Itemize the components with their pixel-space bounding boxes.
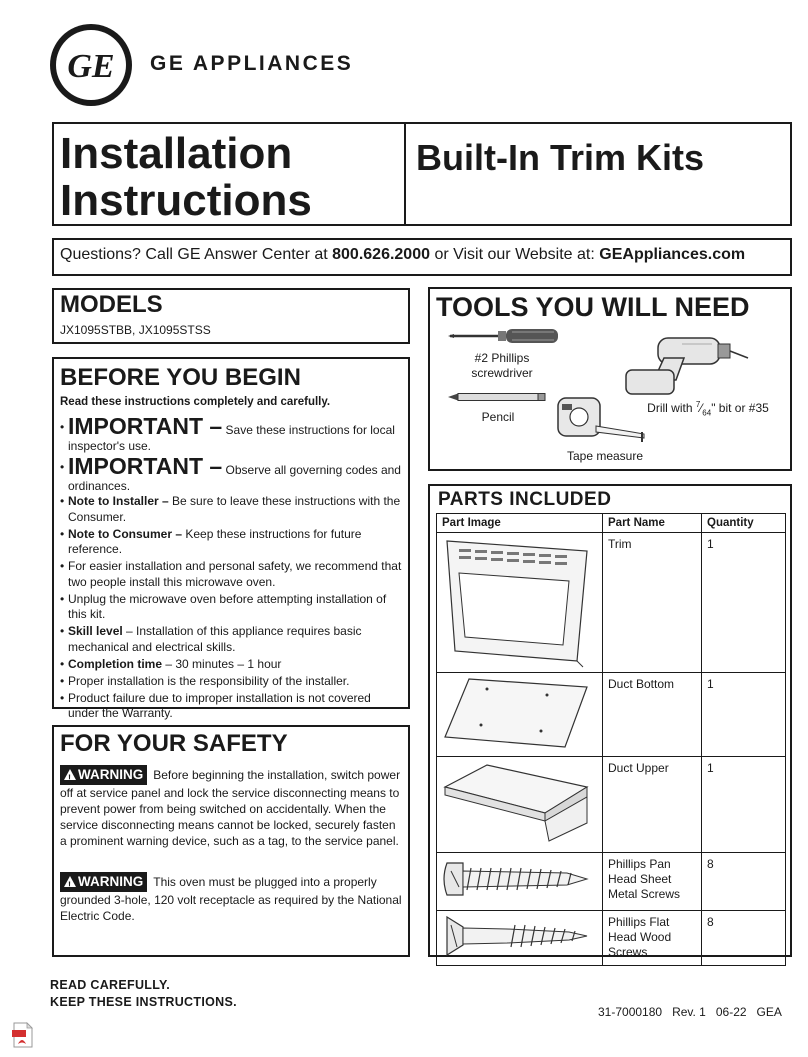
important-word: IMPORTANT – (68, 453, 223, 479)
part-quantity: 8 (702, 853, 786, 911)
part-name: Phillips Pan Head Sheet Metal Screws (603, 853, 702, 911)
list-item: • Product failure due to improper installation is not covered under the Warranty. (60, 691, 404, 722)
drill-label: Drill with $^7⁄_{64}$" bit or #35 (647, 400, 769, 418)
list-item (60, 527, 404, 558)
flat-head-screw-icon (437, 911, 602, 961)
warning-paragraph-1 (60, 765, 404, 849)
footer-line-2: KEEP THESE INSTRUCTIONS. (50, 995, 237, 1009)
questions-prefix: Questions? Call GE Answer Center at (60, 246, 333, 263)
part-quantity: 8 (702, 911, 786, 966)
part-image-cell (437, 757, 603, 853)
title-line-1: Installation (60, 129, 293, 178)
drill-fraction-denominator: 64 (702, 408, 712, 418)
installer-label: Note to Installer – (68, 494, 169, 508)
consumer-text: Keep these instructions for future reference. (68, 526, 362, 556)
consumer-label: Note to Consumer – (68, 526, 183, 541)
before-you-begin-title: BEFORE YOU BEGIN (60, 364, 301, 391)
screwdriver-label (452, 351, 552, 381)
table-row (437, 757, 786, 853)
part-name: Trim (603, 533, 702, 673)
table-row (437, 673, 786, 757)
drill-label-prefix: Drill with (647, 401, 696, 415)
pencil-label: Pencil (481, 410, 515, 424)
models-title: MODELS (60, 291, 163, 318)
part-name: Duct Bottom (603, 673, 702, 757)
part-name: Duct Upper (603, 757, 702, 853)
part-quantity: 1 (702, 533, 786, 673)
column-header: Part Name (603, 514, 702, 533)
questions-line (60, 246, 745, 264)
column-header: Part Image (437, 514, 603, 533)
skill-text: – Installation of this appliance requires basic mechanical and electrical skills. (68, 624, 362, 654)
time-label: Completion time (68, 656, 163, 671)
screwdriver-label-line1: #2 Phillips (474, 351, 530, 365)
warning-paragraph-2 (60, 872, 404, 924)
important-text: Save these instructions for local inspector's use. (68, 423, 395, 453)
list-item (60, 494, 404, 525)
pan-head-screw-icon (437, 853, 602, 906)
list-item (60, 454, 404, 494)
skill-label: Skill level (68, 624, 123, 638)
time-text: – 30 minutes – 1 hour (162, 656, 282, 671)
part-image-cell (437, 673, 603, 757)
warning-label: WARNING (78, 767, 144, 782)
list-item: • Proper installation is the responsibility of the installer. (60, 674, 404, 690)
warning-triangle-icon (64, 876, 76, 887)
table-row (437, 533, 786, 673)
list-item (60, 657, 404, 673)
important-word: IMPORTANT – (68, 413, 223, 439)
warning-badge (60, 765, 147, 785)
safety-title: FOR YOUR SAFETY (60, 730, 288, 757)
part-quantity: 1 (702, 757, 786, 853)
parts-table (436, 513, 786, 966)
website: GEAppliances.com (599, 246, 746, 263)
tape-measure-label: Tape measure (566, 449, 644, 463)
important-text: Observe all governing codes and ordinances. (68, 463, 401, 493)
column-header: Quantity (702, 514, 786, 533)
duct-upper-icon (437, 757, 602, 848)
title-line-2: Instructions (60, 176, 312, 225)
part-image-cell (437, 533, 603, 673)
ge-logo-icon (48, 22, 134, 108)
table-row (437, 911, 786, 966)
questions-middle: or Visit our Website at: (430, 246, 600, 263)
drill-fraction-numerator: 7 (695, 400, 701, 409)
part-image-cell (437, 853, 603, 911)
document-title (60, 130, 312, 224)
warning-text: Before beginning the installation, switch power off at service panel and lock the service disconnecting means to prevent power from being switched on accidentally. When the service disconnecting means cannot be locked, securely fasten a prominent warning device, such as a tag, to the service panel. (60, 768, 401, 848)
before-list (60, 414, 404, 723)
phone-number: 800.626.2000 (332, 246, 430, 263)
duct-bottom-icon (437, 673, 602, 752)
product-title: Built-In Trim Kits (416, 137, 704, 178)
pdf-file-icon (12, 1022, 34, 1048)
list-item: • For easier installation and personal safety, we recommend that two people install this microwave oven. (60, 559, 404, 590)
document-code: 31-7000180 Rev. 1 06-22 GEA (598, 1005, 782, 1019)
part-quantity: 1 (702, 673, 786, 757)
list-item (60, 414, 404, 454)
warning-triangle-icon (64, 769, 76, 780)
parts-title: PARTS INCLUDED (438, 489, 612, 510)
svg-text:GE: GE (67, 48, 115, 85)
warning-text: This oven must be plugged into a properly grounded 3-hole, 120 volt receptacle as required by the National Electric Code. (60, 875, 402, 923)
drill-icon (622, 322, 750, 398)
list-item: • Unplug the microwave oven before attempting installation of this kit. (60, 592, 404, 623)
trim-frame-icon (437, 533, 602, 668)
warning-badge (60, 872, 147, 892)
part-name: Phillips Flat Head Wood Screws (603, 911, 702, 966)
screwdriver-label-line2: screwdriver (471, 366, 533, 380)
drill-label-suffix: " bit or #35 (711, 401, 769, 415)
before-intro: Read these instructions completely and carefully. (60, 396, 331, 408)
footer-read-carefully (50, 977, 237, 1011)
tools-title: TOOLS YOU WILL NEED (436, 292, 750, 322)
list-item (60, 624, 404, 655)
pencil-icon (448, 392, 546, 402)
title-divider (404, 122, 406, 226)
table-header-row (437, 514, 786, 533)
footer-line-1: READ CAREFULLY. (50, 978, 171, 992)
warning-label: WARNING (78, 874, 144, 889)
models-list: JX1095STBB, JX1095STSS (60, 323, 211, 337)
installer-text: Be sure to leave these instructions with the Consumer. (68, 494, 401, 524)
brand-name: GE APPLIANCES (150, 52, 354, 75)
part-image-cell (437, 911, 603, 966)
screwdriver-icon (448, 326, 560, 346)
table-row (437, 853, 786, 911)
